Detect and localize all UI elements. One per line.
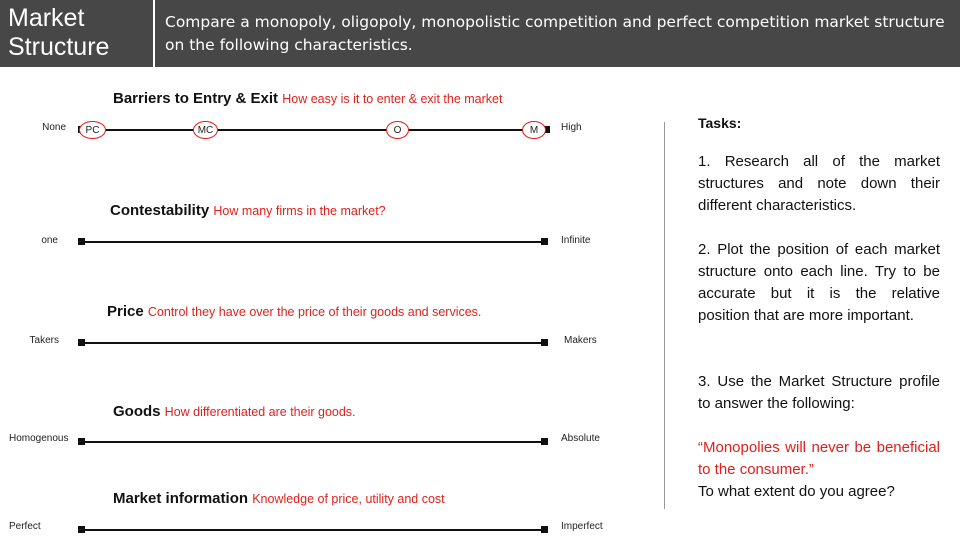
scale-right-endpoint [541, 438, 548, 445]
scale-left-endpoint [78, 238, 85, 245]
scale-left-label: None [42, 122, 66, 133]
scale-subtitle: How easy is it to enter & exit the market [282, 92, 503, 106]
title-line-2: Structure [8, 33, 110, 61]
scale-line-market-information [80, 529, 548, 531]
scale-heading-contestability [110, 202, 386, 219]
scale-heading-market-information [113, 490, 445, 507]
scale-title: Goods [113, 403, 161, 420]
scale-right-label: Infinite [561, 235, 591, 246]
discussion-quote: “Monopolies will never be beneficial to the consumer.” [698, 439, 940, 478]
scale-subtitle: Knowledge of price, utility and cost [252, 492, 445, 506]
scale-line-barriers [80, 129, 548, 131]
scale-left-label: Takers [29, 335, 59, 346]
task-2: 2. Plot the position of each market structure onto each line. Try to be accurate but it is the relative position that are more important. [698, 241, 940, 324]
scale-right-label: Imperfect [561, 521, 603, 532]
marker-mc[interactable]: MC [193, 121, 218, 139]
instruction-panel [155, 0, 960, 67]
task-1: 1. Research all of the market structures and note down their different characteristics. [698, 153, 940, 214]
scale-line-goods [80, 441, 548, 443]
scale-title: Contestability [110, 202, 210, 219]
scale-left-label: one [41, 235, 58, 246]
scale-title: Barriers to Entry & Exit [113, 90, 279, 107]
scale-right-endpoint [541, 238, 548, 245]
scale-right-label: Makers [564, 335, 597, 346]
scale-right-label: High [561, 122, 582, 133]
scale-left-label: Perfect [9, 521, 41, 532]
scale-line-price [80, 342, 548, 344]
scale-subtitle: Control they have over the price of their goods and services. [147, 305, 482, 319]
scale-right-label: Absolute [561, 433, 600, 444]
scale-heading-price [107, 303, 481, 320]
task-3: 3. Use the Market Structure profile to answer the following: [698, 373, 940, 412]
marker-pc[interactable]: PC [79, 121, 106, 139]
marker-o[interactable]: O [386, 121, 409, 139]
marker-m[interactable]: M [522, 121, 546, 139]
scale-left-label: Homogenous [9, 433, 69, 444]
scale-right-endpoint [541, 526, 548, 533]
scale-subtitle: How differentiated are their goods. [164, 405, 356, 419]
tasks-title: Tasks: [698, 115, 742, 131]
title-panel [0, 0, 155, 67]
scale-heading-barriers [113, 90, 502, 107]
scale-subtitle: How many firms in the market? [213, 204, 386, 218]
scale-left-endpoint [78, 339, 85, 346]
scale-heading-goods [113, 403, 356, 420]
discussion-question: To what extent do you agree? [698, 483, 895, 500]
title-line-1: Market [8, 4, 85, 32]
scale-left-endpoint [78, 438, 85, 445]
page-title [8, 4, 109, 62]
scale-left-endpoint [78, 526, 85, 533]
column-divider [664, 122, 665, 509]
scale-line-contestability [80, 241, 548, 243]
scale-title: Market information [113, 490, 249, 507]
instruction-text: Compare a monopoly, oligopoly, monopolistic competition and perfect competition market structure on the following characteristics. [165, 13, 945, 54]
scale-title: Price [107, 303, 144, 320]
scale-right-endpoint [541, 339, 548, 346]
